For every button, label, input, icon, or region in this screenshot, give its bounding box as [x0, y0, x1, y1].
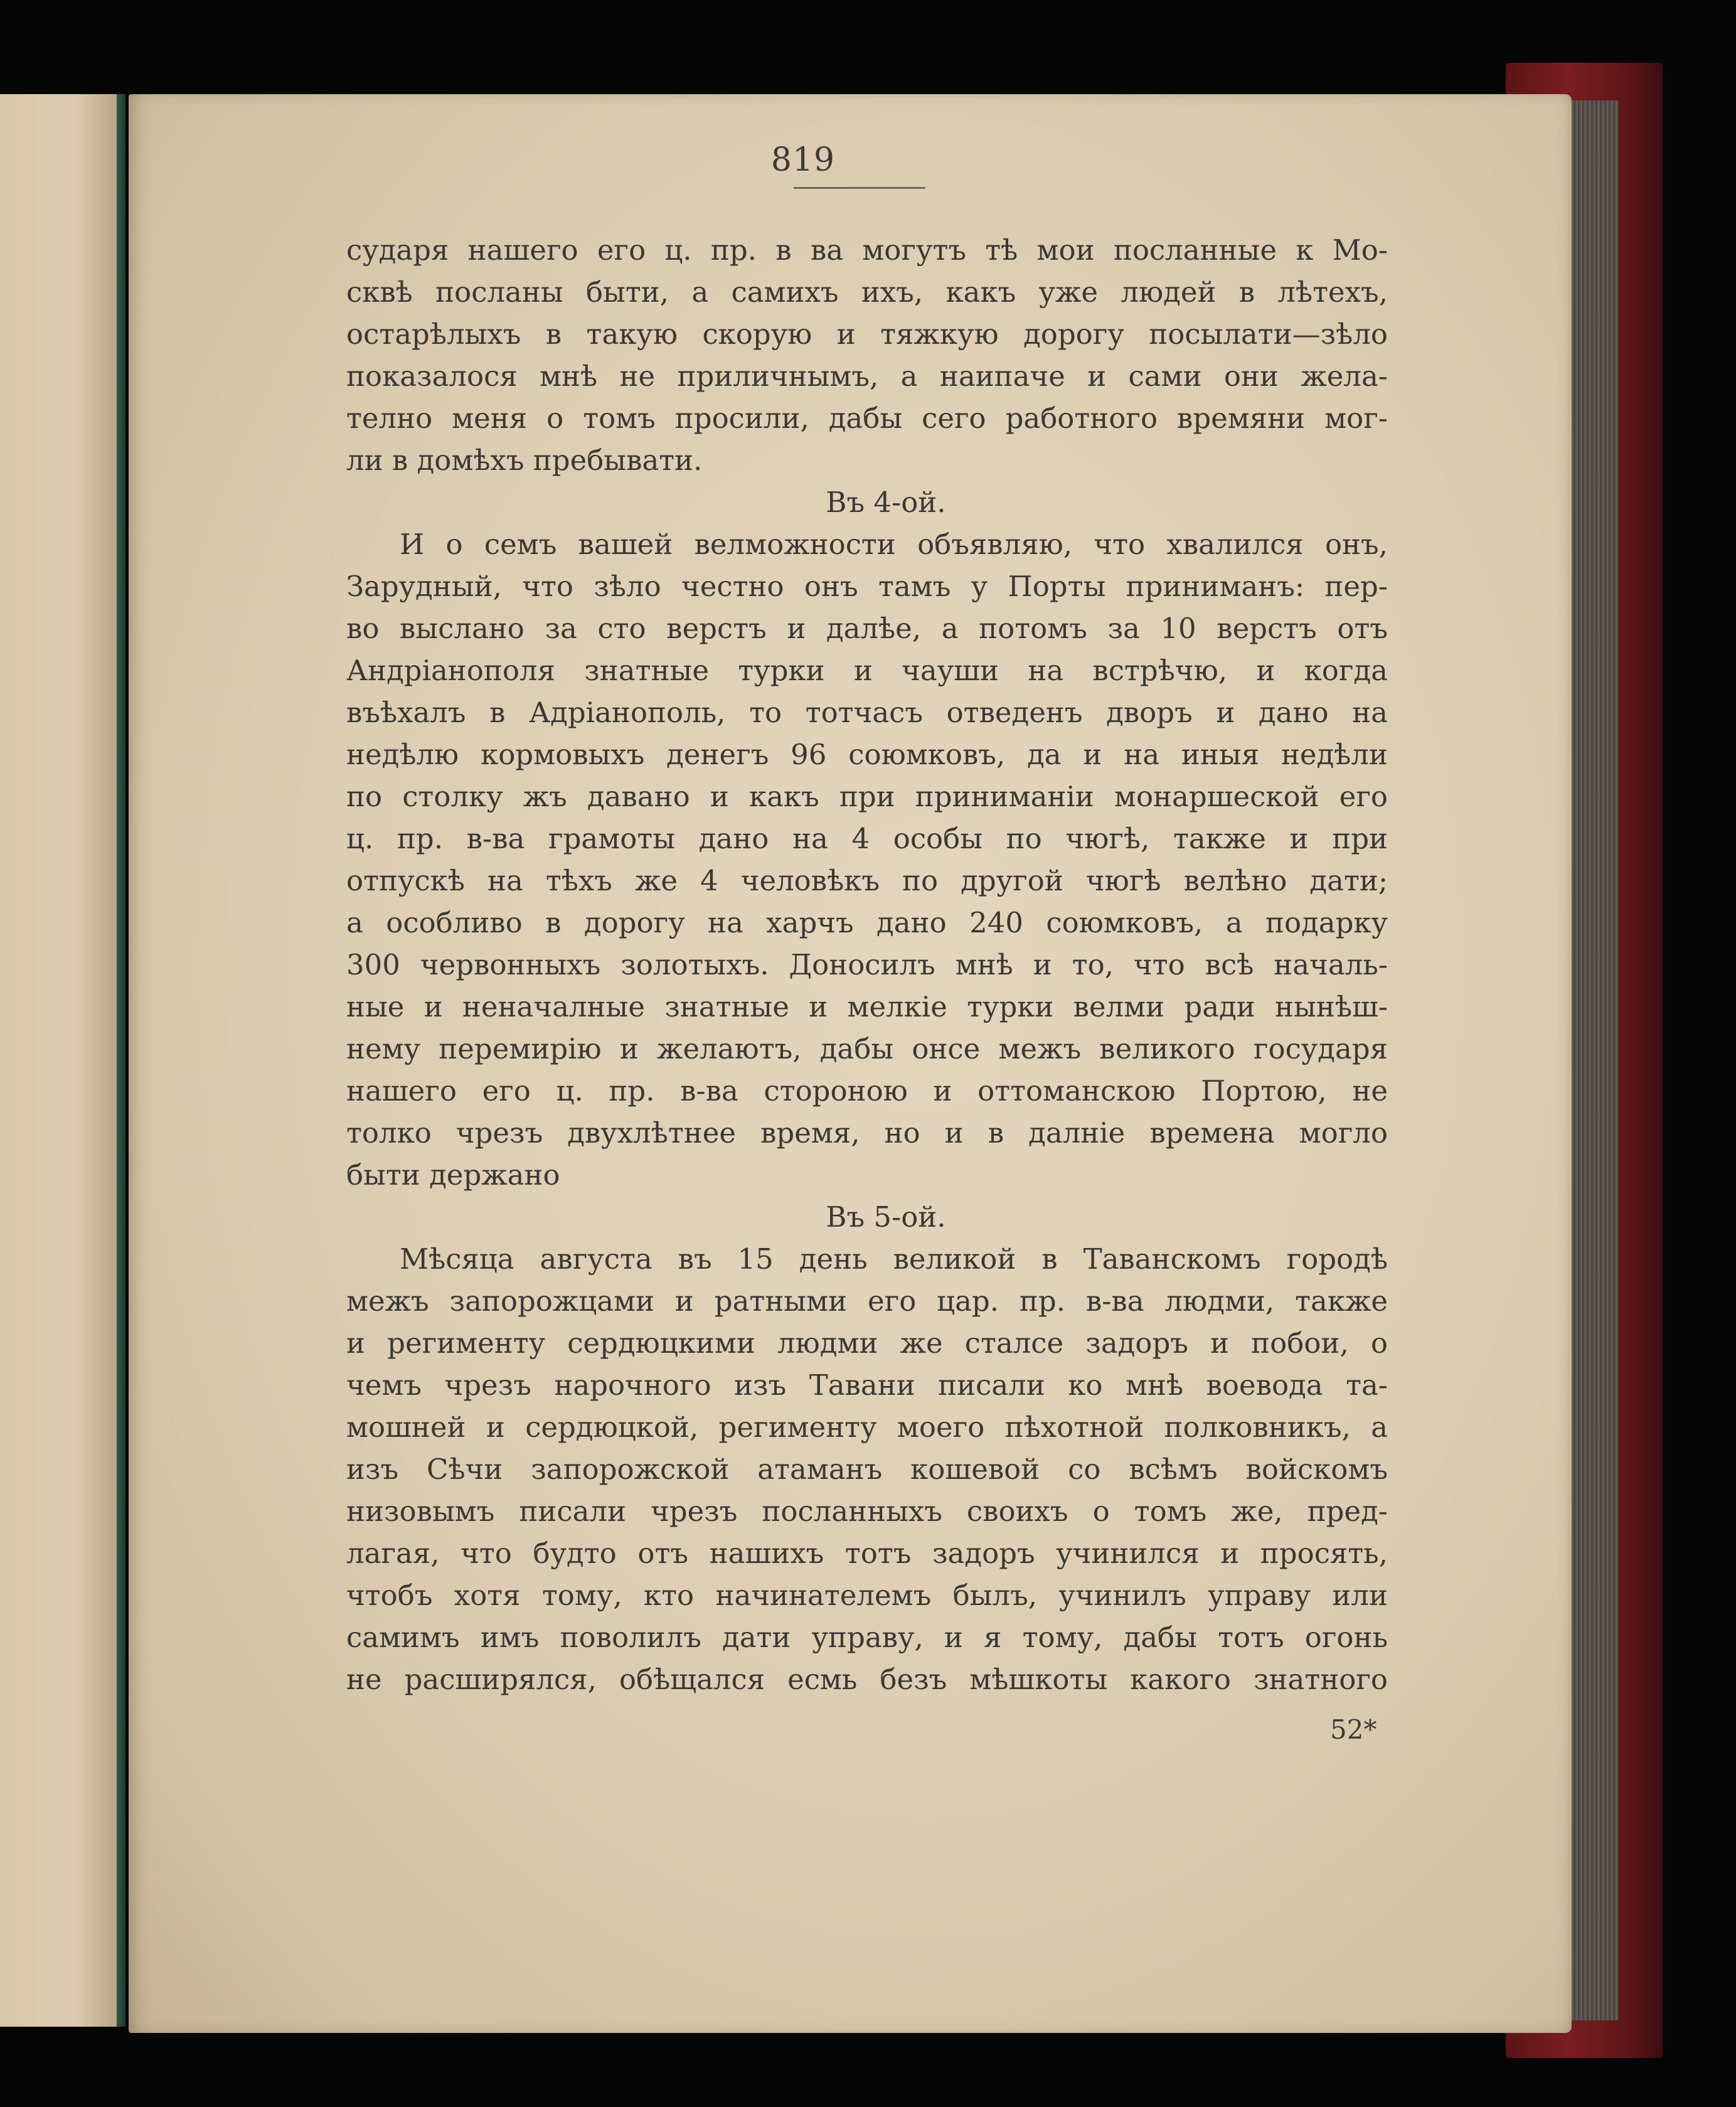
left-cover-edge	[117, 94, 125, 2027]
page-number: 819	[770, 141, 836, 179]
text-line: во выслано за сто верстъ и далѣе, а потомъ за 10 верстъ отъ	[346, 612, 1388, 645]
text-line: лагая, что будто отъ нашихъ тотъ задоръ учинился и просять,	[346, 1537, 1388, 1570]
text-line: быти держано	[346, 1158, 560, 1192]
text-line: показалося мнѣ не приличнымъ, а наипаче и сами они жела-	[346, 360, 1388, 393]
section-heading-5: Въ 5-ой.	[826, 1200, 946, 1234]
text-line: межъ запорожцами и ратными его цар. пр. в-ва людми, также	[346, 1284, 1388, 1318]
text-line: отпускѣ на тѣхъ же 4 человѣкъ по другой чюгѣ велѣно дати;	[346, 864, 1388, 897]
text-line: низовымъ писали чрезъ посланныхъ своихъ о томъ же, пред-	[346, 1495, 1388, 1528]
text-line: а особливо в дорогу на харчъ дано 240 союмковъ, а подарку	[346, 906, 1388, 939]
text-line: не расширялся, обѣщался есмь безъ мѣшкоты какого знатного	[346, 1663, 1388, 1696]
text-line: сударя нашего его ц. пр. в ва могутъ тѣ мои посланные к Мо-	[346, 233, 1388, 267]
text-line: нашего его ц. пр. в-ва стороною и оттоманскою Портою, не	[346, 1074, 1388, 1107]
text-line: изъ Сѣчи запорожской атаманъ кошевой со всѣмъ войскомъ	[346, 1453, 1388, 1486]
text-line: самимъ имъ поволилъ дати управу, и я тому, дабы тотъ огонь	[346, 1621, 1388, 1654]
text-line: по столку жъ давано и какъ при приниманіи монаршеской его	[346, 780, 1388, 813]
text-line: толко чрезъ двухлѣтнее время, но и в далніе времена могло	[346, 1116, 1388, 1150]
body-text	[346, 229, 1388, 1700]
text-line: телно меня о томъ просили, дабы сего работного времяни мог-	[346, 402, 1388, 435]
text-line: Зарудный, что зѣло честно онъ тамъ у Порты приниманъ: пер-	[346, 570, 1388, 603]
text-line: недѣлю кормовыхъ денегъ 96 союмковъ, да и на иныя недѣли	[346, 738, 1388, 771]
printer-signature-mark: 52*	[1330, 1714, 1377, 1745]
page-number-rule	[794, 187, 925, 189]
text-line: чтобъ хотя тому, кто начинателемъ былъ, учинилъ управу или	[346, 1579, 1388, 1612]
text-line: въѣхалъ в Адріанополь, то тотчасъ отведенъ дворъ и дано на	[346, 696, 1388, 729]
text-line: 300 червонныхъ золотыхъ. Доносилъ мнѣ и то, что всѣ началь-	[346, 948, 1388, 981]
text-line: Мѣсяца августа въ 15 день великой в Таванскомъ городѣ	[400, 1242, 1388, 1276]
text-line: сквѣ посланы быти, а самихъ ихъ, какъ уже людей в лѣтехъ,	[346, 275, 1388, 309]
section-heading-4: Въ 4-ой.	[826, 486, 946, 519]
text-line: чемъ чрезъ нарочного изъ Тавани писали ко мнѣ воевода та-	[346, 1368, 1388, 1402]
text-line: Андріанополя знатные турки и чауши на встрѣчю, и когда	[346, 654, 1388, 687]
text-line: и регименту сердюцкими людми же сталсе задоръ и побои, о	[346, 1326, 1388, 1360]
text-line: И о семъ вашей велможности объявляю, что хвалился онъ,	[400, 528, 1388, 561]
text-line: ные и неначалные знатные и мелкіе турки велми ради нынѣш-	[346, 990, 1388, 1023]
text-line: нему перемирію и желаютъ, дабы онсе межъ великого государя	[346, 1032, 1388, 1065]
text-line: ли в домѣхъ пребывати.	[346, 444, 703, 477]
text-line: мошней и сердюцкой, регименту моего пѣхотной полковникъ, а	[346, 1411, 1388, 1444]
left-facing-page	[0, 94, 125, 2027]
text-line: остарѣлыхъ в такую скорую и тяжкую дорогу посылати—зѣло	[346, 317, 1388, 351]
text-line: ц. пр. в-ва грамоты дано на 4 особы по чюгѣ, также и при	[346, 822, 1388, 855]
